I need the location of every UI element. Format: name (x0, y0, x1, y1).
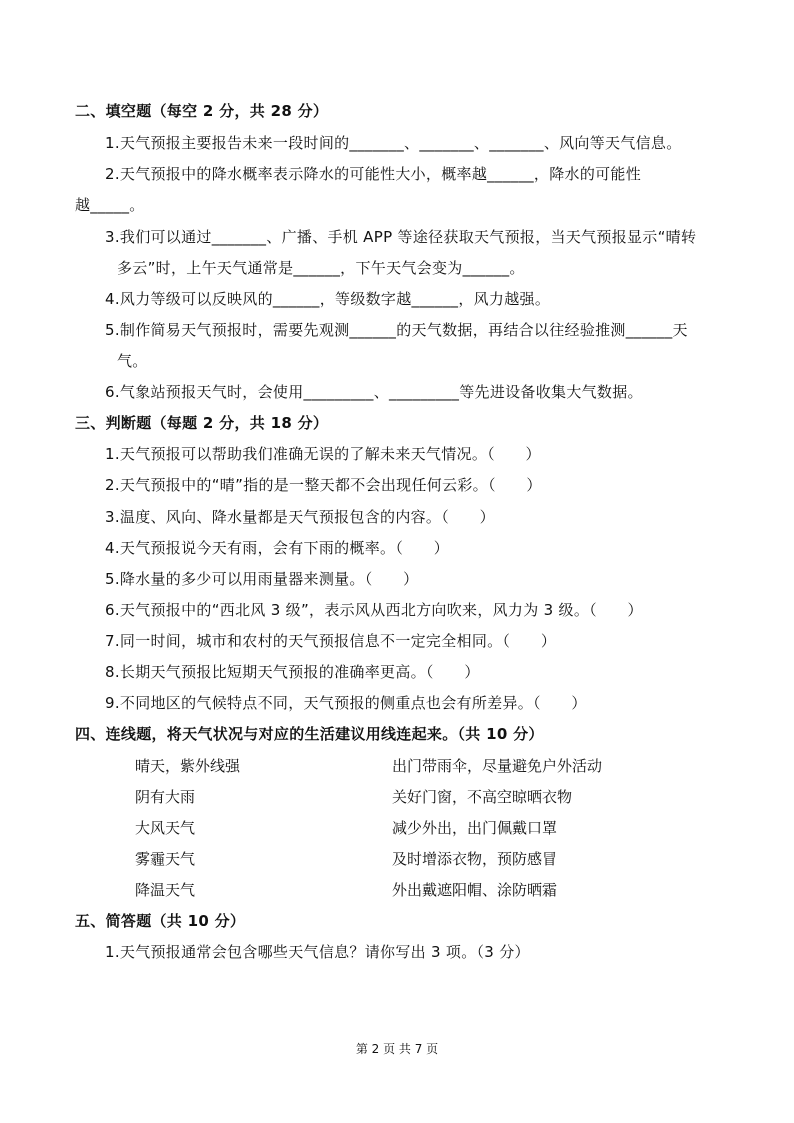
fill-blank-question-6: 6.气象站预报天气时，会使用_________、_________等先进设备收集大气数据。 (105, 383, 643, 401)
match-right-item: 关好门窗，不高空晾晒衣物 (392, 788, 573, 806)
fill-blank-question-5-line-2: 气。 (117, 352, 148, 370)
true-false-question: 1.天气预报可以帮助我们准确无误的了解未来天气情况。（ ） (105, 445, 541, 463)
fill-blank-question-3-line-1: 3.我们可以通过_______、广播、手机 APP 等途径获取天气预报，当天气预报显示“晴转 (105, 228, 697, 246)
fill-blank-question-1: 1.天气预报主要报告未来一段时间的_______、_______、_______、风向等天气信息。 (105, 134, 682, 152)
match-left-item: 阴有大雨 (135, 788, 196, 806)
match-right-item: 减少外出，出门佩戴口罩 (392, 819, 558, 837)
match-right-item: 及时增添衣物，预防感冒 (392, 850, 558, 868)
match-left-item: 大风天气 (135, 819, 196, 837)
true-false-question: 4.天气预报说今天有雨，会有下雨的概率。（ ） (105, 539, 450, 557)
true-false-question: 5.降水量的多少可以用雨量器来测量。（ ） (105, 570, 419, 588)
true-false-question: 9.不同地区的气候特点不同，天气预报的侧重点也会有所差异。（ ） (105, 694, 587, 712)
match-right-item: 外出戴遮阳帽、涂防晒霜 (392, 881, 558, 899)
fill-blank-question-5-line-1: 5.制作简易天气预报时，需要先观测______的天气数据，再结合以往经验推测______天 (105, 321, 688, 339)
true-false-question: 8.长期天气预报比短期天气预报的准确率更高。（ ） (105, 663, 480, 681)
match-left-item: 晴天，紫外线强 (135, 757, 241, 775)
section-4-heading: 四、连线题，将天气状况与对应的生活建议用线连起来。（共 10 分） (75, 725, 544, 743)
section-2-heading: 二、填空题（每空 2 分，共 28 分） (75, 102, 329, 120)
match-left-item: 降温天气 (135, 881, 196, 899)
section-3-heading: 三、判断题（每题 2 分，共 18 分） (75, 414, 329, 432)
true-false-question: 3.温度、风向、降水量都是天气预报包含的内容。（ ） (105, 508, 495, 526)
page-number-footer: 第 2 页 共 7 页 (355, 1042, 439, 1056)
fill-blank-question-3-line-2: 多云”时，上午天气通常是______，下午天气会变为______。 (117, 259, 525, 277)
match-left-item: 雾霾天气 (135, 850, 196, 868)
true-false-question: 6.天气预报中的“西北风 3 级”，表示风从西北方向吹来，风力为 3 级。（ ） (105, 601, 643, 619)
true-false-question: 2.天气预报中的“晴”指的是一整天都不会出现任何云彩。（ ） (105, 476, 542, 494)
fill-blank-question-2-line-2: 越_____。 (75, 196, 145, 214)
short-answer-question-1: 1.天气预报通常会包含哪些天气信息？请你写出 3 项。（3 分） (105, 943, 530, 961)
fill-blank-question-2-line-1: 2.天气预报中的降水概率表示降水的可能性大小，概率越______，降水的可能性 (105, 165, 642, 183)
section-5-heading: 五、简答题（共 10 分） (75, 912, 246, 930)
fill-blank-question-4: 4.风力等级可以反映风的______，等级数字越______，风力越强。 (105, 290, 551, 308)
true-false-question: 7.同一时间，城市和农村的天气预报信息不一定完全相同。（ ） (105, 632, 557, 650)
match-right-item: 出门带雨伞，尽量避免户外活动 (392, 757, 603, 775)
